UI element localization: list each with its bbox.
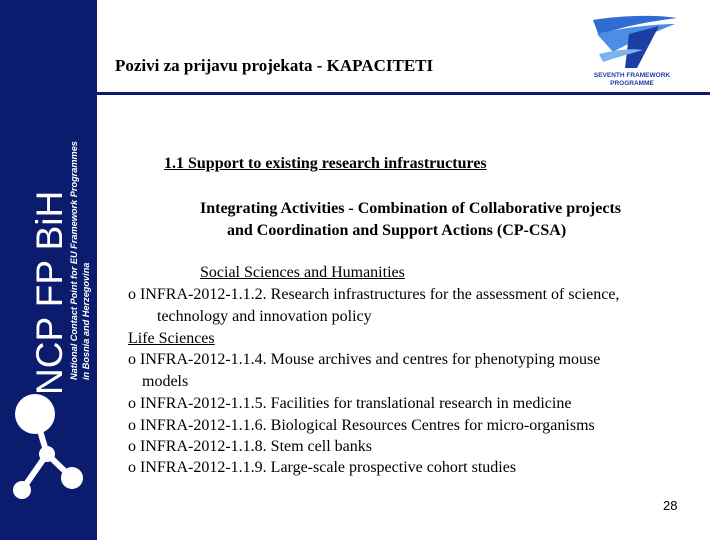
page-number: 28	[663, 498, 678, 513]
fp7-logo-line1: SEVENTH FRAMEWORK	[593, 72, 671, 79]
list-item: o INFRA-2012-1.1.8. Stem cell banks	[128, 438, 372, 455]
activity-line-2: and Coordination and Support Actions (CP-CSA)	[227, 222, 567, 239]
section-heading: 1.1 Support to existing research infrastructures	[164, 155, 487, 172]
list-item-continuation: models	[142, 373, 189, 390]
list-item: o INFRA-2012-1.1.6. Biological Resources Centres for micro-organisms	[128, 417, 595, 434]
fp7-logo	[585, 14, 680, 90]
ncp-logo-graphic	[0, 0, 97, 540]
activity-line-1: Integrating Activities - Combination of Collaborative projects	[200, 200, 621, 217]
tagline-text-1: National Contact Point for EU Framework Programmes	[69, 141, 79, 380]
list-item-continuation: technology and innovation policy	[157, 308, 372, 325]
fp7-logo-line2: PROGRAMME	[610, 80, 654, 87]
section-life-sciences: Life Sciences	[128, 330, 215, 347]
tagline-text-2: in Bosnia and Herzegovina	[81, 262, 91, 380]
sidebar-text-group	[29, 141, 91, 395]
section-social-sciences: Social Sciences and Humanities	[200, 264, 405, 281]
page-title: Pozivi za prijavu projekata - KAPACITETI	[115, 56, 434, 75]
header-divider	[97, 92, 710, 95]
list-item: o INFRA-2012-1.1.2. Research infrastructures for the assessment of science,	[128, 286, 620, 303]
list-item: o INFRA-2012-1.1.5. Facilities for translational research in medicine	[128, 395, 572, 412]
list-item: o INFRA-2012-1.1.9. Large-scale prospective cohort studies	[128, 459, 517, 476]
brand-text: NCP FP BiH	[29, 190, 70, 395]
list-item: o INFRA-2012-1.1.4. Mouse archives and centres for phenotyping mouse	[128, 351, 601, 368]
sidebar	[0, 0, 97, 540]
